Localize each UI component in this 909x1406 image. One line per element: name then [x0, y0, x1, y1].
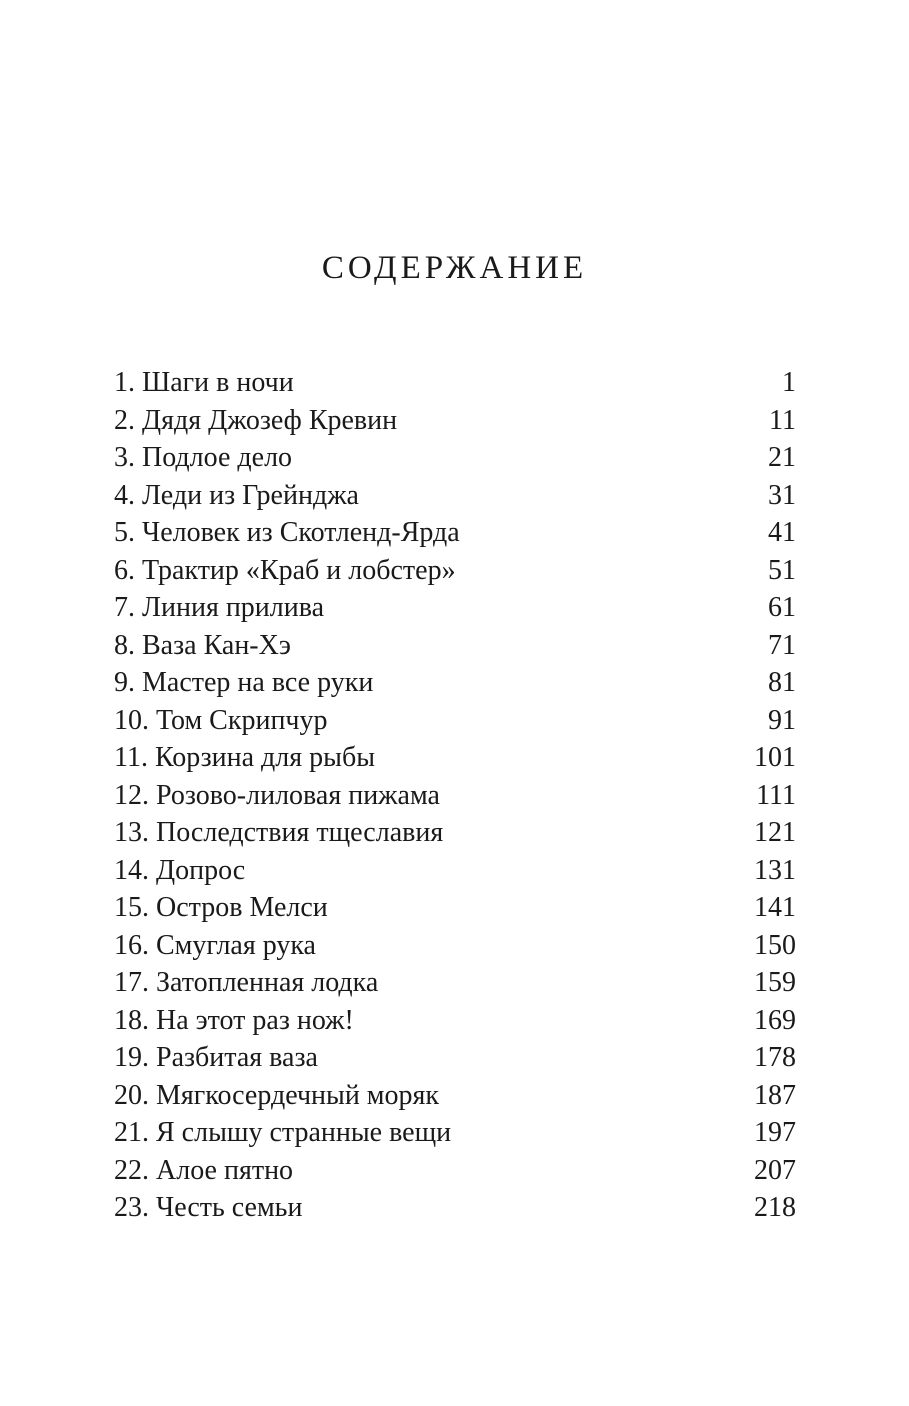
toc-entry-page-number: 41 [768, 517, 796, 548]
toc-entry-title: 23. Честь семьи [114, 1192, 303, 1223]
toc-entry-page-number: 197 [754, 1117, 796, 1148]
toc-entry [114, 514, 796, 552]
toc-entry-title: 6. Трактир «Краб и лобстер» [114, 554, 456, 586]
toc-entry [114, 589, 796, 627]
toc-entry-page-number: 178 [754, 1042, 796, 1073]
toc-entry [114, 1002, 796, 1040]
toc-entry-title: 4. Леди из Грейнджа [114, 479, 359, 511]
toc-entry [114, 364, 796, 402]
toc-entry-title: 22. Алое пятно [114, 1154, 294, 1186]
toc-entry [114, 1039, 796, 1077]
toc-entry-page-number: 141 [754, 892, 796, 923]
toc-entry [114, 664, 796, 702]
toc-entry [114, 1077, 796, 1115]
toc-entry-title: 1. Шаги в ночи [114, 367, 294, 398]
toc-entry-page-number: 131 [754, 854, 796, 886]
toc-entry-page-number: 101 [754, 742, 796, 773]
toc-entry [114, 1114, 796, 1152]
toc-entry-title: 3. Подлое дело [114, 442, 293, 473]
toc-heading: СОДЕРЖАНИЕ [321, 250, 588, 286]
toc-entry [114, 814, 796, 852]
toc-entry-title: 11. Корзина для рыбы [114, 742, 376, 773]
toc-entry-title: 20. Мягкосердечный моряк [114, 1079, 440, 1111]
toc-entry-page-number: 111 [756, 779, 796, 811]
toc-entry-page-number: 218 [754, 1192, 796, 1223]
toc-entry [114, 702, 796, 740]
toc-entry-page-number: 21 [768, 442, 796, 473]
toc-entry [114, 477, 796, 515]
toc-entry-page-number: 11 [769, 404, 796, 436]
toc-entry-title: 7. Линия прилива [114, 592, 325, 623]
toc-entry [114, 627, 796, 665]
toc-entry-title: 18. На этот раз нож! [114, 1004, 354, 1036]
toc-entry-title: 8. Ваза Кан-Хэ [114, 629, 291, 661]
toc-entry-page-number: 169 [754, 1004, 796, 1036]
toc-entry [114, 552, 796, 590]
toc-entry [114, 964, 796, 1002]
toc-entry-page-number: 121 [754, 817, 796, 848]
toc-entry-title: 9. Мастер на все руки [114, 667, 374, 698]
toc-entry-title: 15. Остров Мелси [114, 892, 328, 923]
toc-entry [114, 889, 796, 927]
toc-entry [114, 402, 796, 440]
toc-entry-title: 19. Разбитая ваза [114, 1042, 318, 1073]
toc-entry-title: 21. Я слышу странные вещи [114, 1117, 452, 1148]
toc-entry-title: 16. Смуглая рука [114, 929, 316, 961]
toc-entry [114, 927, 796, 965]
toc-entry [114, 777, 796, 815]
toc-entry-title: 5. Человек из Скотленд-Ярда [114, 517, 460, 548]
toc-entry-title: 12. Розово-лиловая пижама [114, 779, 440, 811]
toc-entry [114, 1152, 796, 1190]
toc-entry [114, 852, 796, 890]
toc-entry-page-number: 71 [768, 629, 796, 661]
toc-entry-title: 13. Последствия тщеславия [114, 817, 444, 848]
toc-entry-title: 10. Том Скрипчур [114, 704, 328, 736]
toc-entry-title: 17. Затопленная лодка [114, 967, 379, 998]
toc-entry-page-number: 91 [768, 704, 796, 736]
toc-entry [114, 1189, 796, 1227]
toc-entry-page-number: 1 [782, 367, 796, 398]
toc-entry-page-number: 31 [768, 479, 796, 511]
toc-entry-page-number: 61 [768, 592, 796, 623]
toc-entry-title: 2. Дядя Джозеф Кревин [114, 404, 398, 436]
toc-entry [114, 439, 796, 477]
toc-entry-page-number: 207 [754, 1154, 796, 1186]
toc-entry-title: 14. Допрос [114, 854, 246, 886]
toc-list [114, 364, 796, 1227]
toc-entry-page-number: 159 [754, 967, 796, 998]
toc-entry-page-number: 187 [754, 1079, 796, 1111]
toc-entry [114, 739, 796, 777]
toc-entry-page-number: 51 [768, 554, 796, 586]
toc-entry-page-number: 81 [768, 667, 796, 698]
toc-entry-page-number: 150 [754, 929, 796, 961]
